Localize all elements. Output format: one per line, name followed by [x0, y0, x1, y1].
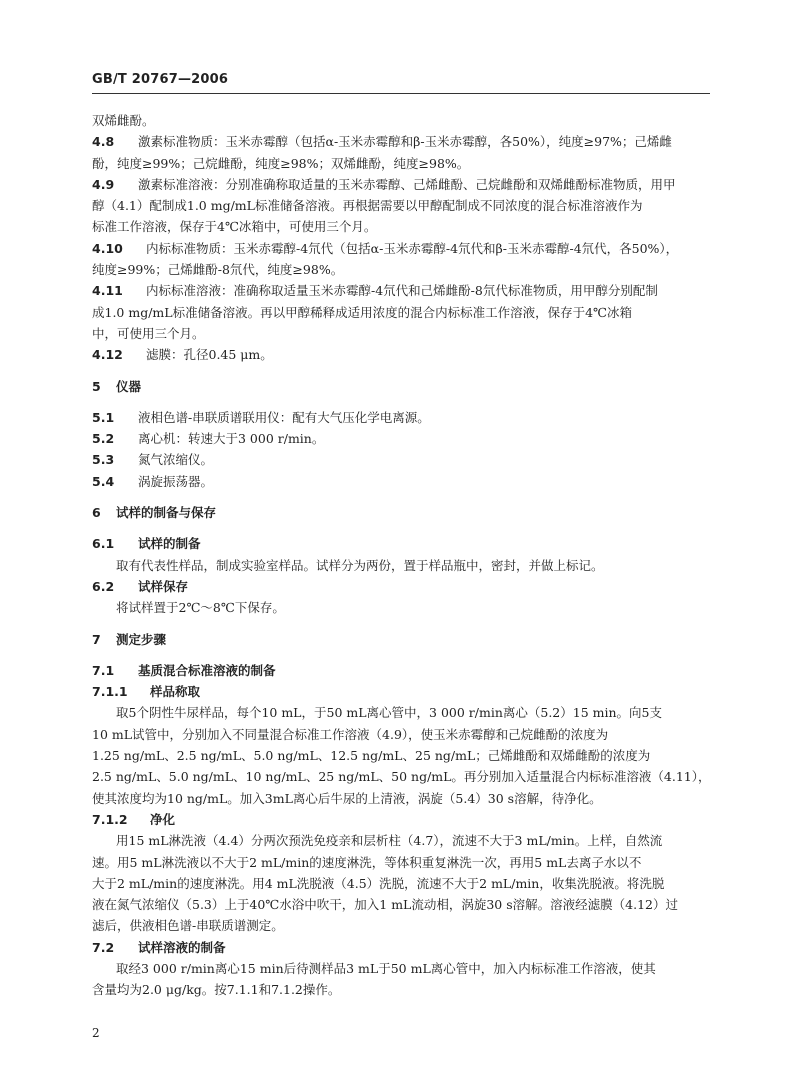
standard-number: GB/T 20767—2006 [92, 72, 229, 87]
clause-7-1-2 [92, 809, 712, 830]
clause-5-3 [92, 449, 712, 470]
clause-number: 6 [92, 505, 101, 521]
clause-5-1 [92, 407, 712, 428]
clause-7-2 [92, 937, 712, 958]
line-text: 速。用5 mL淋洗液以不大于2 mL/min的速度淋洗，等体积重复淋洗一次，再用5 mL去离子水以不 [92, 854, 642, 870]
clause-7 [92, 629, 712, 650]
clause-text: 氮气浓缩仪。 [138, 452, 214, 468]
line-text: 用15 mL淋洗液（4.4）分两次预洗免疫亲和层析柱（4.7），流速不大于3 mL/min。上样，自然流 [116, 833, 663, 849]
line-text: 纯度≥99%；己烯雌酚-8氘代，纯度≥98%。 [92, 262, 344, 278]
clause-4-12 [92, 344, 712, 365]
clause-5-2 [92, 428, 712, 449]
line-text: 使其浓度均为10 ng/mL。加入3mL离心后牛尿的上清液，涡旋（5.4）30 s溶解，待净化。 [92, 790, 602, 806]
text-line [92, 830, 712, 851]
text-line [92, 894, 712, 915]
clause-6 [92, 502, 712, 523]
clause-text: 测定步骤 [116, 631, 167, 647]
text-line [92, 555, 712, 576]
clause-text: 离心机：转速大于3 000 r/min。 [138, 431, 325, 447]
clause-text: 内标标准物质：玉米赤霉醇-4氘代（包括α-玉米赤霉醇-4氘代和β-玉米赤霉醇-4氘代，各50%）， [146, 240, 679, 256]
clause-number: 6.1 [92, 536, 115, 552]
document-body [92, 110, 712, 1001]
clause-4-8 [92, 131, 712, 152]
text-line [92, 597, 712, 618]
clause-number: 7 [92, 631, 101, 647]
spacer [92, 492, 712, 502]
text-line [92, 259, 712, 280]
clause-number: 7.1.1 [92, 684, 128, 700]
clause-number: 5.1 [92, 409, 115, 425]
page-number: 2 [92, 1026, 100, 1040]
line-text: 中，可使用三个月。 [92, 325, 205, 341]
clause-number: 4.11 [92, 283, 123, 299]
clause-6-1 [92, 533, 712, 554]
line-text: 含量均为2.0 μg/kg。按7.1.1和7.1.2操作。 [92, 982, 341, 998]
spacer [92, 366, 712, 376]
text-line [92, 153, 712, 174]
spacer [92, 397, 712, 407]
clause-number: 4.9 [92, 176, 115, 192]
clause-text: 内标标准溶液：准确称取适量玉米赤霉醇-4氘代和己烯雌酚-8氘代标准物质，用甲醇分别配制 [146, 283, 658, 299]
line-text: 成1.0 mg/mL标准储备溶液。再以甲醇稀释成适用浓度的混合内标标准工作溶液，保存于4℃冰箱 [92, 304, 633, 320]
clause-number: 6.2 [92, 578, 115, 594]
text-line [92, 852, 712, 873]
clause-number: 5.2 [92, 431, 115, 447]
text-line [92, 195, 712, 216]
clause-number: 7.1.2 [92, 811, 128, 827]
line-text: 酚，纯度≥99%；己烷雌酚，纯度≥98%；双烯雌酚，纯度≥98%。 [92, 155, 470, 171]
text-line [92, 873, 712, 894]
line-text: 双烯雌酚。 [92, 113, 155, 128]
clause-5 [92, 376, 712, 397]
header-rule [92, 93, 710, 94]
line-text: 液在氮气浓缩仪（5.3）上于40℃水浴中吹干，加入1 mL流动相，涡旋30 s溶解。溶液经滤膜（4.12）过 [92, 897, 678, 913]
clause-7-1-1 [92, 681, 712, 702]
clause-number: 5.4 [92, 473, 115, 489]
line-text: 1.25 ng/mL、2.5 ng/mL、5.0 ng/mL、12.5 ng/mL、25 ng/mL；己烯雌酚和双烯雌酚的浓度为 [92, 748, 651, 764]
line-text: 取有代表性样品，制成实验室样品。试样分为两份，置于样品瓶中，密封，并做上标记。 [116, 557, 604, 573]
clause-number: 4.8 [92, 134, 115, 150]
line-text: 将试样置于2℃～8℃下保存。 [116, 600, 285, 616]
line-text: 取5个阴性牛尿样品，每个10 mL，于50 mL离心管中，3 000 r/min离心（5.2）15 min。向5支 [116, 705, 662, 721]
line-text: 大于2 mL/min的速度淋洗。用4 mL洗脱液（4.5）洗脱，流速不大于2 mL/min，收集洗脱液。将洗脱 [92, 875, 665, 891]
text-line [92, 958, 712, 979]
clause-7-1 [92, 660, 712, 681]
text-line [92, 702, 712, 723]
clause-text: 涡旋振荡器。 [138, 473, 214, 489]
clause-number: 4.10 [92, 240, 123, 256]
clause-text: 试样保存 [138, 578, 189, 594]
text-line [92, 766, 712, 787]
clause-5-4 [92, 471, 712, 492]
clause-text: 净化 [150, 811, 176, 827]
clause-text: 仪器 [116, 378, 142, 394]
clause-number: 4.12 [92, 347, 123, 363]
clause-number: 5 [92, 378, 101, 394]
clause-text: 激素标准溶液：分别准确称取适量的玉米赤霉醇、己烯雌酚、己烷雌酚和双烯雌酚标准物质，用甲 [138, 176, 676, 192]
clause-6-2 [92, 576, 712, 597]
clause-text: 液相色谱-串联质谱联用仪：配有大气压化学电离源。 [138, 409, 430, 425]
text-line [92, 745, 712, 766]
clause-text: 基质混合标准溶液的制备 [138, 662, 276, 678]
spacer [92, 523, 712, 533]
clause-number: 5.3 [92, 452, 115, 468]
text-line [92, 110, 712, 131]
line-text: 2.5 ng/mL、5.0 ng/mL、10 ng/mL、25 ng/mL、50 ng/mL。再分别加入适量混合内标标准溶液（4.11）， [92, 769, 711, 785]
text-line [92, 724, 712, 745]
text-line [92, 302, 712, 323]
clause-4-9 [92, 174, 712, 195]
clause-text: 样品称取 [150, 684, 201, 700]
line-text: 醇（4.1）配制成1.0 mg/mL标准储备溶液。再根据需要以甲醇配制成不同浓度的混合标准溶液作为 [92, 198, 643, 214]
clause-text: 试样的制备与保存 [116, 505, 217, 521]
text-line [92, 216, 712, 237]
clause-number: 7.1 [92, 662, 115, 678]
text-line [92, 323, 712, 344]
line-text: 取经3 000 r/min离心15 min后待测样品3 mL于50 mL离心管中，加入内标标准工作溶液，使其 [116, 960, 656, 976]
spacer [92, 619, 712, 629]
text-line [92, 979, 712, 1000]
spacer [92, 650, 712, 660]
line-text: 10 mL试管中，分别加入不同量混合标准工作溶液（4.9），使玉米赤霉醇和己烷雌酚的浓度为 [92, 726, 609, 742]
clause-text: 试样溶液的制备 [138, 939, 226, 955]
clause-4-11 [92, 280, 712, 301]
text-line [92, 915, 712, 936]
text-line [92, 788, 712, 809]
clause-4-10 [92, 238, 712, 259]
line-text: 滤后，供液相色谱-串联质谱测定。 [92, 918, 284, 934]
clause-text: 激素标准物质：玉米赤霉醇（包括α-玉米赤霉醇和β-玉米赤霉醇，各50%），纯度≥97%；己烯雌 [138, 134, 672, 150]
clause-text: 试样的制备 [138, 536, 201, 552]
clause-number: 7.2 [92, 939, 115, 955]
line-text: 标准工作溶液，保存于4℃冰箱中，可使用三个月。 [92, 219, 377, 235]
clause-text: 滤膜：孔径0.45 μm。 [146, 347, 273, 363]
